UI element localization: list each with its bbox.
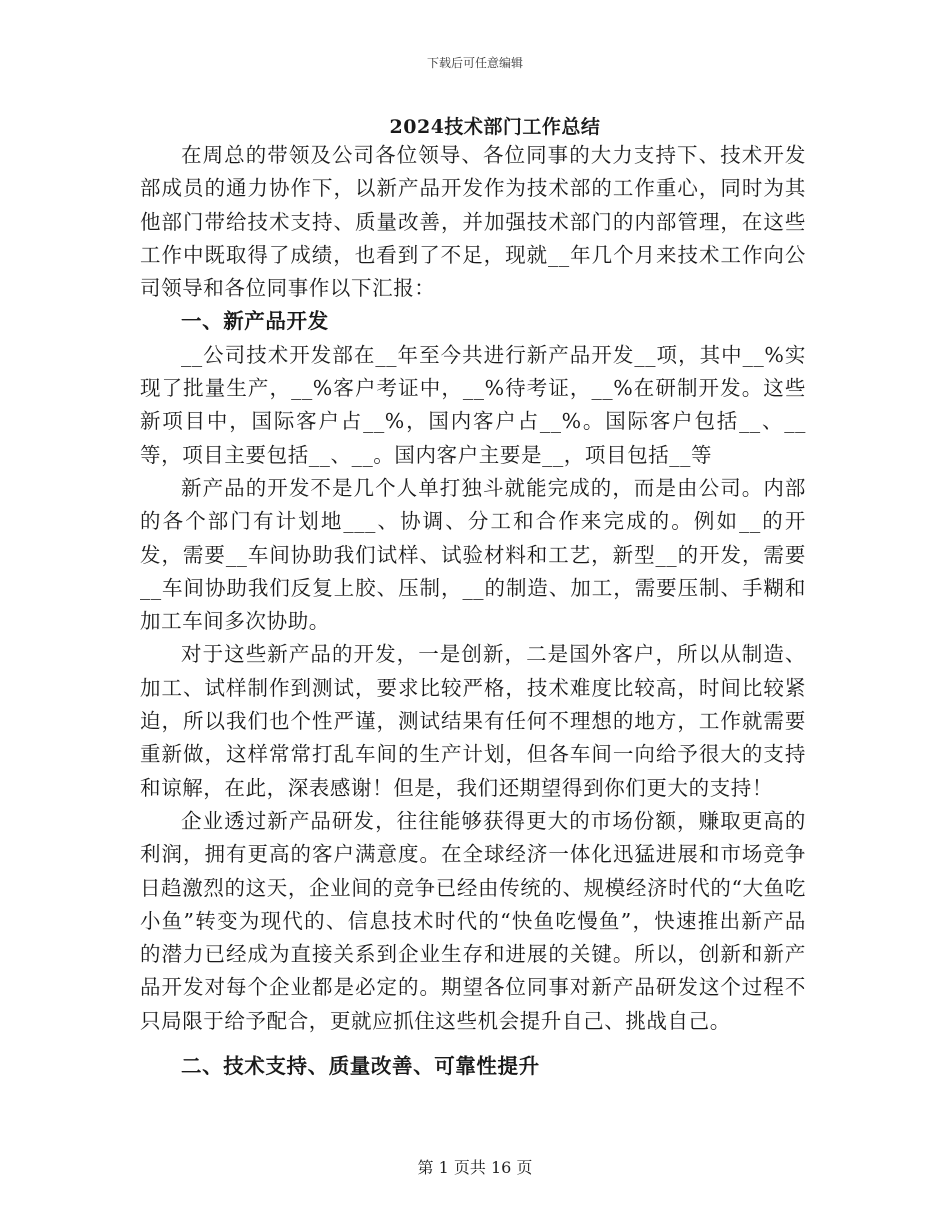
section1-paragraph-4: 企业透过新产品研发，往往能够获得更大的市场份额，赚取更高的利润，拥有更高的客户满意度。在全球经济一体化迅猛进展和市场竞争日趋激烈的这天，企业间的竞争已经由传统的、规模经济时代的“大鱼吃小鱼”转变为现代的、信息技术时代的“快鱼吃慢鱼”，快速推出新产品的潜力已经成为直接关系到企业生存和进展的关键。所以，创新和新产品开发对每个企业都是必定的。期望各位同事对新产品研发这个过程不只局限于给予配合，更就应抓住这些机会提升自己、挑战自己。 <box>140 808 806 1033</box>
section1-paragraph-2: 新产品的开发不是几个人单打独斗就能完成的，而是由公司。内部的各个部门有计划地___、协调、分工和合作来完成的。例如__的开发，需要__车间协助我们试样、试验材料和工艺，新型__的开发，需要__车间协助我们反复上胶、压制，__的制造、加工，需要压制、手糊和加工车间多次协助。 <box>140 475 806 634</box>
document-title: 2024技术部门工作总结 <box>389 116 601 138</box>
section1-paragraph-1: __公司技术开发部在__年至今共进行新产品开发__项，其中__%实现了批量生产，__%客户考证中，__%待考证，__%在研制开发。这些新项目中，国际客户占__%，国内客户占__%。国际客户包括__、__等，项目主要包括__、__。国内客户主要是__，项目包括__等 <box>140 342 806 467</box>
document-body <box>140 139 806 1083</box>
header-note: 下载后可任意编辑 <box>426 56 523 70</box>
intro-paragraph: 在周总的带领及公司各位领导、各位同事的大力支持下、技术开发部成员的通力协作下，以新产品开发作为技术部的工作重心，同时为其他部门带给技术支持、质量改善，并加强技术部门的内部管理，在这些工作中既取得了成绩，也看到了不足，现就__年几个月来技术工作向公司领导和各位同事作以下汇报： <box>140 143 806 301</box>
section1-paragraph-3: 对于这些新产品的开发，一是创新，二是国外客户，所以从制造、加工、试样制作到测试，要求比较严格，技术难度比较高，时间比较紧迫，所以我们也个性严谨，测试结果有任何不理想的地方，工作就需要重新做，这样常常打乱车间的生产计划，但各车间一向给予很大的支持和谅解，在此，深表感谢！但是，我们还期望得到你们更大的支持！ <box>140 642 806 800</box>
page-number: 第 1 页共 16 页 <box>417 1158 533 1177</box>
section-heading-1: 一、新产品开发 <box>181 309 329 334</box>
section-heading-2: 二、技术支持、质量改善、可靠性提升 <box>181 1054 540 1079</box>
